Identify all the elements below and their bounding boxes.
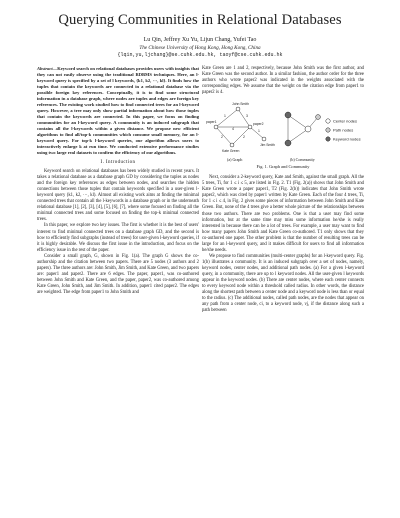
abstract-text: Keyword search on relational databases provides users with insights that they can not easily observe using the traditional RDBMS techniques. Here, an l-keyword query is specified by a set of l keywords, {k1, k2, ···, kl}. It finds how the tuples that contain the keywords are connected in a relational database via the possible foreign key references. Conceptually, it is to find some structural information in a database graph, where nodes are tuples and edges are foreign key references. The existing work studied how to find connected trees for an l-keyword query. However, a tree may only show partial information about how those tuples that contain the keywords are connected. In this paper, we focus on finding communities for an l-keyword query. A community is an induced subgraph that contains all the l-keywords within a given distance. We propose new efficient algorithms to find all/top-k communities which consume small memory, for an l-keyword query. For top-k l-keyword queries, our algorithm allows users to interactively enlarge k at run time. We conducted extensive performance studies using two large real datasets to confirm the efficiency of our algorithms. [37, 66, 199, 155]
graph-edge [238, 109, 250, 127]
keyword-node [285, 140, 291, 146]
body-paragraph: We propose to find communities (multi-center graphs) for an l-keyword query. Fig. 1(b) illustrates a community. It is an induced subgraph over a set of nodes, namely, keyword nodes, center nodes, and additional path nodes. (a) For a given l-keyword query, in a community, there are up to l keyword nodes. All the user-given l keywords appear in the keyword nodes. (b) There are center nodes, where each center connects to every keyword node within a threshold called radius. In other words, the distance along the shortest path between a center node and a keyword node is less than or equal to the radius. (c) The additional nodes, called path nodes, are the nodes that appear on any path from a center node, ci, to a keyword node, vj, if the distance along such a path between [202, 253, 364, 314]
figure-graph [202, 99, 364, 159]
author-list: Lu Qin, Jeffrey Xu Yu, Lijun Chang, Yufei Tao [143, 37, 257, 43]
paper-title: Querying Communities in Relational Databases [58, 12, 342, 28]
community-b [285, 112, 320, 146]
graph-node [248, 125, 252, 129]
graph-edge [250, 127, 264, 139]
intro-paragraph: Consider a small graph, G, shown in Fig. 1(a). The graph G shows the co-authorship and the citation between two papers. There are 5 nodes (3 authors and 2 papers). The three authors are: John Smith, Jim Smith, and Kate Green, and two papers are: paper1 and paper2. There are 6 edges. The paper, paper1, was co-authored between John Smith and Kate Green, and the paper, paper2, was co-authored among Kate Green, John Smith, and Jim Smith. In addition, paper1 cited paper2. The edges are weighted. The edge from paper1 to John Smith and [37, 253, 199, 295]
edge-weight: 1 [258, 129, 260, 134]
graph-edge [216, 109, 238, 127]
node-label: Jim Smith [260, 143, 275, 148]
intro-paragraph: In this paper, we explore two key issues. The first is whether it is the best of users' interest to find minimal connected trees on a database graph GD, and the second is how to efficiently find subgraphs (instead of trees) for user-given l-keyword queries, if it is highly desirable. We discuss the first issue in the introduction, and focus on the efficiency issue in the rest of the paper. [37, 223, 199, 253]
graph-node [230, 143, 234, 147]
edge-weight: 3 [246, 114, 248, 119]
legend-keyword-swatch [326, 137, 330, 141]
legend-center-swatch [326, 119, 330, 123]
body-paragraph: Next, consider a 2-keyword query, Kate and Smith, against the small graph. All the 5 trees, Ti, for 1 ≤ i ≤ 5, are listed in Fig. 2. T1 (Fig. 2(a)) shows that John Smith and Kate Green wrote a paper paper1, T2 (Fig. 2(b)) indicates that John Smith wrote paper2, which was cited by paper1 written by Kate Green. Each of the four 4 trees, Ti, for 1 ≤ i ≤ 4, in Fig. 2 gives some pieces of information between John Smith and Kate Green. But, none of the 4 trees give a better whole picture of the relationships between those two authors. There are two problems. One is that a user may find some information, but at the same time may miss some information he/she is really interested in because there can be a lot of trees. For example, a user may want to find how many papers John Smith and Kate Green co-authored. T1 only shows that they co-authored one paper. The other problem is that the number of resulting trees can be large for an l-keyword query, and it makes difficult for users to find all information he/she needs. [202, 175, 364, 253]
subcaption-a: (a) Graph [227, 157, 243, 163]
legend-label: Path nodes [333, 127, 354, 133]
node-label: paper2 [253, 122, 264, 127]
body-paragraph: Kate Green are 1 and 2, respectively, because John Smith was the first author, and Kate Green was the second author. In a similar fashion, the author order for the three authors who wrote paper2 was indicated in the weights associated with the corresponding edges. We assume that the weight on the citation edge from paper1 to paper2 is 4. [202, 66, 364, 96]
right-column [202, 66, 364, 314]
figure-legend [326, 119, 361, 142]
node-label: Kate Green [222, 149, 240, 154]
graph-node [236, 107, 240, 111]
legend-label: Keyword nodes [333, 136, 361, 142]
figure-caption: Fig. 1. Graph and Community [256, 164, 310, 170]
intro-paragraph: Keyword search on relational databases has been widely studied in recent years. It takes a relational database as a database graph GD by considering the tuples as nodes and the foreign key references as edges between nodes, and searches the hidden connections between those tuples that contain keywords specified in a user-given l-keyword query (k1, k2, ···, kl). Almost all existing work aims at finding the minimal connected trees that contain all the l-keywords in a database graph or in the underneath relational database [1], [2], [3], [4], [5], [6], [7], where some focused on finding all the minimal connected trees and some focused on finding the top-k minimal connected trees. [37, 169, 199, 223]
affiliation: The Chinese University of Hong Kong, Hong Kong, China [139, 45, 261, 51]
edge-weight: 1 [224, 114, 226, 119]
center-node [305, 126, 311, 132]
path-node [316, 115, 321, 120]
community-edge [288, 115, 308, 129]
edge-weight: 2 [221, 135, 223, 140]
abstract-lead: Abstract— [37, 66, 58, 71]
keyword-node [285, 112, 291, 118]
legend-label: Center nodes [333, 118, 358, 124]
graph-a [206, 102, 275, 153]
left-column [37, 66, 199, 296]
edge-weight: 4 [232, 127, 234, 132]
graph-edge [216, 127, 232, 145]
node-label: John Smith [232, 102, 249, 107]
edge-weight: 2 [243, 135, 245, 140]
figure-1 [202, 99, 364, 173]
section-heading-introduction: I. Introduction [100, 160, 136, 165]
abstract [37, 66, 199, 156]
graph-node [262, 137, 266, 141]
graph-node [214, 125, 218, 129]
community-edge [288, 129, 308, 143]
legend-path-swatch [326, 128, 330, 132]
node-label: paper1 [206, 120, 217, 125]
subcaption-b: (b) Community [290, 157, 315, 163]
graph-edge [232, 127, 250, 145]
author-emails: {lqin,yu,ljchang}@se.cuhk.edu.hk, taoyf@cse.cuhk.edu.hk [117, 52, 283, 58]
